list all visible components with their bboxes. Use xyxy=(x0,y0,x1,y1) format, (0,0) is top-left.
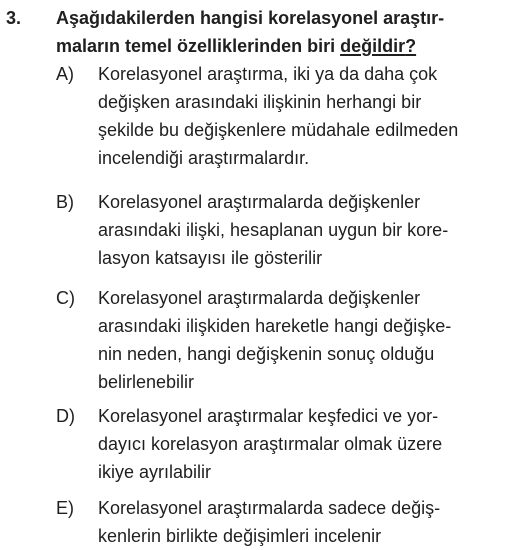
option-line: belirlenebilir xyxy=(98,372,195,392)
option-line: nin neden, hangi değişkenin sonuç olduğu xyxy=(98,344,435,364)
option-line: dayıcı korelasyon araştırmalar olmak üzere xyxy=(98,434,443,454)
option-text xyxy=(98,60,510,172)
option-line: arasındaki ilişkiden hareketle hangi değişke- xyxy=(98,316,452,336)
option-line: arasındaki ilişki, hesaplanan uygun bir kore- xyxy=(98,220,449,240)
option-line: Korelasyonel araştırmalarda değişkenler xyxy=(98,192,421,212)
option-line: değişken arasındaki ilişkinin herhangi bir xyxy=(98,92,422,112)
option-text xyxy=(98,284,510,396)
option-line: Korelasyonel araştırma, iki ya da daha çok xyxy=(98,64,438,84)
option-letter: A) xyxy=(56,64,74,84)
option-line: lasyon katsayısı ile gösterilir xyxy=(98,248,323,268)
option-text xyxy=(98,188,510,272)
option-line: kenlerin birlikte değişimleri incelenir xyxy=(98,526,382,546)
option-letter: E) xyxy=(56,498,74,518)
option-text xyxy=(98,402,510,486)
question-stem-line: Aşağıdakilerden hangisi korelasyonel araştır- xyxy=(56,8,445,28)
option-line: şekilde bu değişkenlere müdahale edilmeden xyxy=(98,120,459,140)
question-mark: ? xyxy=(405,36,417,56)
negation-keyword: değildir xyxy=(340,36,406,56)
option-text xyxy=(98,494,510,550)
option-letter: D) xyxy=(56,406,75,426)
option-line: incelendiği araştırmalardır. xyxy=(98,148,310,168)
option-letter: B) xyxy=(56,192,74,212)
option-letter: C) xyxy=(56,288,75,308)
question-stem xyxy=(56,4,512,60)
option-line: Korelasyonel araştırmalarda değişkenler xyxy=(98,288,421,308)
question-stem-text: maların temel özelliklerinden biri xyxy=(56,36,341,56)
question-number: 3. xyxy=(6,8,22,28)
option-line: Korelasyonel araştırmalarda sadece değiş- xyxy=(98,498,441,518)
option-line: ikiye ayrılabilir xyxy=(98,462,212,482)
option-line: Korelasyonel araştırmalar keşfedici ve yor- xyxy=(98,406,439,426)
question-stem-line xyxy=(56,32,512,60)
